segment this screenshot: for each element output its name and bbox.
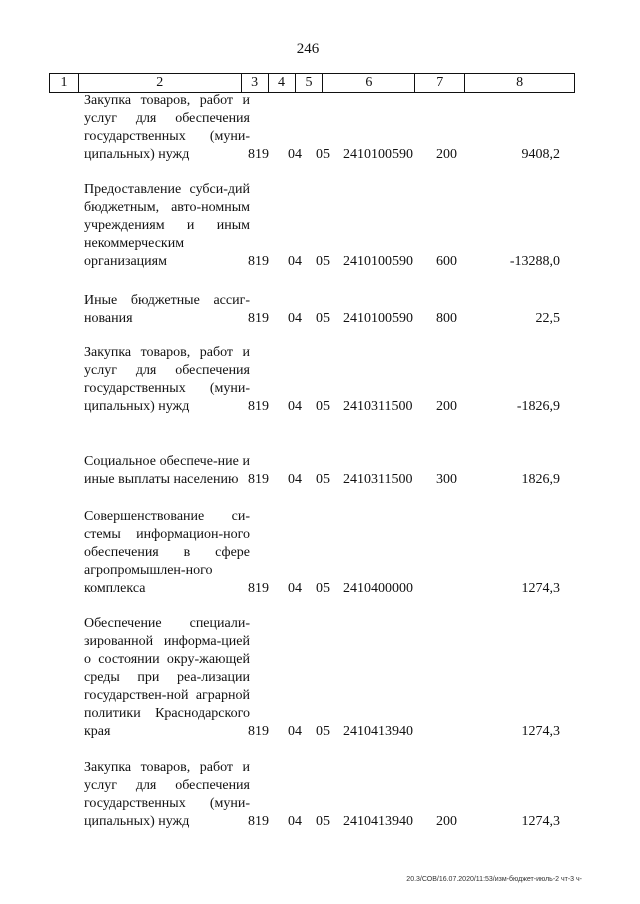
row-description: Совершенствование си-стемы информацион-ного обеспечения в сфере агропромышлен-ного комплекса: [84, 509, 250, 596]
row-amount: -13288,0: [509, 254, 560, 269]
table-row: [0, 181, 640, 271]
row-amount: 9408,2: [521, 147, 560, 162]
row-code-5: 05: [316, 724, 330, 739]
row-code-3: 819: [248, 581, 269, 596]
row-code-3: 819: [248, 311, 269, 326]
table-row: [0, 759, 640, 831]
row-description: Закупка товаров, работ и услуг для обеспечения государственных (муни-ципальных) нужд: [84, 760, 250, 829]
row-amount: 1274,3: [521, 724, 560, 739]
row-code-6: 2410311500: [343, 399, 413, 414]
row-code-5: 05: [316, 814, 330, 829]
row-amount: 1274,3: [521, 581, 560, 596]
row-code-4: 04: [288, 472, 302, 487]
row-amount: 1826,9: [521, 472, 560, 487]
column-header-7: 7: [415, 74, 465, 93]
column-header-3: 3: [241, 74, 268, 93]
row-code-5: 05: [316, 581, 330, 596]
row-code-5: 05: [316, 254, 330, 269]
row-code-3: 819: [248, 472, 269, 487]
table-row: [0, 344, 640, 416]
row-code-4: 04: [288, 814, 302, 829]
row-description: Социальное обеспече-ние и иные выплаты населению: [84, 454, 250, 487]
document-footer-code: 20.3/СОВ/16.07.2020/11:53/изм-бюджет-июль-2 чт-3 ч-: [406, 876, 582, 883]
row-code-5: 05: [316, 147, 330, 162]
column-header-4: 4: [268, 74, 295, 93]
row-code-6: 2410400000: [343, 581, 413, 596]
page-number: 246: [296, 41, 320, 57]
table-row: [0, 435, 640, 489]
column-header-5: 5: [295, 74, 323, 93]
row-code-6: 2410100590: [343, 254, 413, 269]
table-row: [0, 292, 640, 328]
row-code-5: 05: [316, 399, 330, 414]
row-code-4: 04: [288, 399, 302, 414]
row-code-5: 05: [316, 472, 330, 487]
row-description: Предоставление субси-дий бюджетным, авто-номным учреждениям и иным некоммерческим организациям: [84, 182, 250, 269]
row-code-3: 819: [248, 399, 269, 414]
table-row: [0, 92, 640, 164]
row-code-7: 200: [436, 814, 457, 829]
row-code-7: 300: [436, 472, 457, 487]
row-code-5: 05: [316, 311, 330, 326]
row-code-7: 800: [436, 311, 457, 326]
row-code-3: 819: [248, 814, 269, 829]
row-amount: 22,5: [535, 311, 560, 326]
row-code-7: 200: [436, 399, 457, 414]
row-code-7: 600: [436, 254, 457, 269]
table-header: [49, 73, 575, 93]
row-code-6: 2410413940: [343, 724, 413, 739]
column-header-8: 8: [465, 74, 575, 93]
row-code-6: 2410100590: [343, 311, 413, 326]
row-amount: -1826,9: [516, 399, 560, 414]
table-row: [0, 508, 640, 598]
row-amount: 1274,3: [521, 814, 560, 829]
row-description: Иные бюджетные ассиг-нования: [84, 293, 250, 326]
row-code-3: 819: [248, 147, 269, 162]
row-description: Закупка товаров, работ и услуг для обеспечения государственных (муни-ципальных) нужд: [84, 345, 250, 414]
row-code-4: 04: [288, 311, 302, 326]
row-description: Закупка товаров, работ и услуг для обеспечения государственных (муни-ципальных) нужд: [84, 93, 250, 162]
row-code-3: 819: [248, 724, 269, 739]
row-code-3: 819: [248, 254, 269, 269]
table-row: [0, 615, 640, 741]
column-header-1: 1: [50, 74, 79, 93]
row-code-6: 2410311500: [343, 472, 413, 487]
column-header-6: 6: [323, 74, 415, 93]
row-code-7: 200: [436, 147, 457, 162]
column-header-2: 2: [78, 74, 241, 93]
row-code-4: 04: [288, 254, 302, 269]
row-code-6: 2410413940: [343, 814, 413, 829]
row-code-4: 04: [288, 147, 302, 162]
row-code-6: 2410100590: [343, 147, 413, 162]
row-description: Обеспечение специали-зированной информа-цией о состоянии окру-жающей среды при реа-лизации государствен-ной аграрной политики Краснодарского края: [84, 616, 250, 739]
row-code-4: 04: [288, 724, 302, 739]
row-code-4: 04: [288, 581, 302, 596]
